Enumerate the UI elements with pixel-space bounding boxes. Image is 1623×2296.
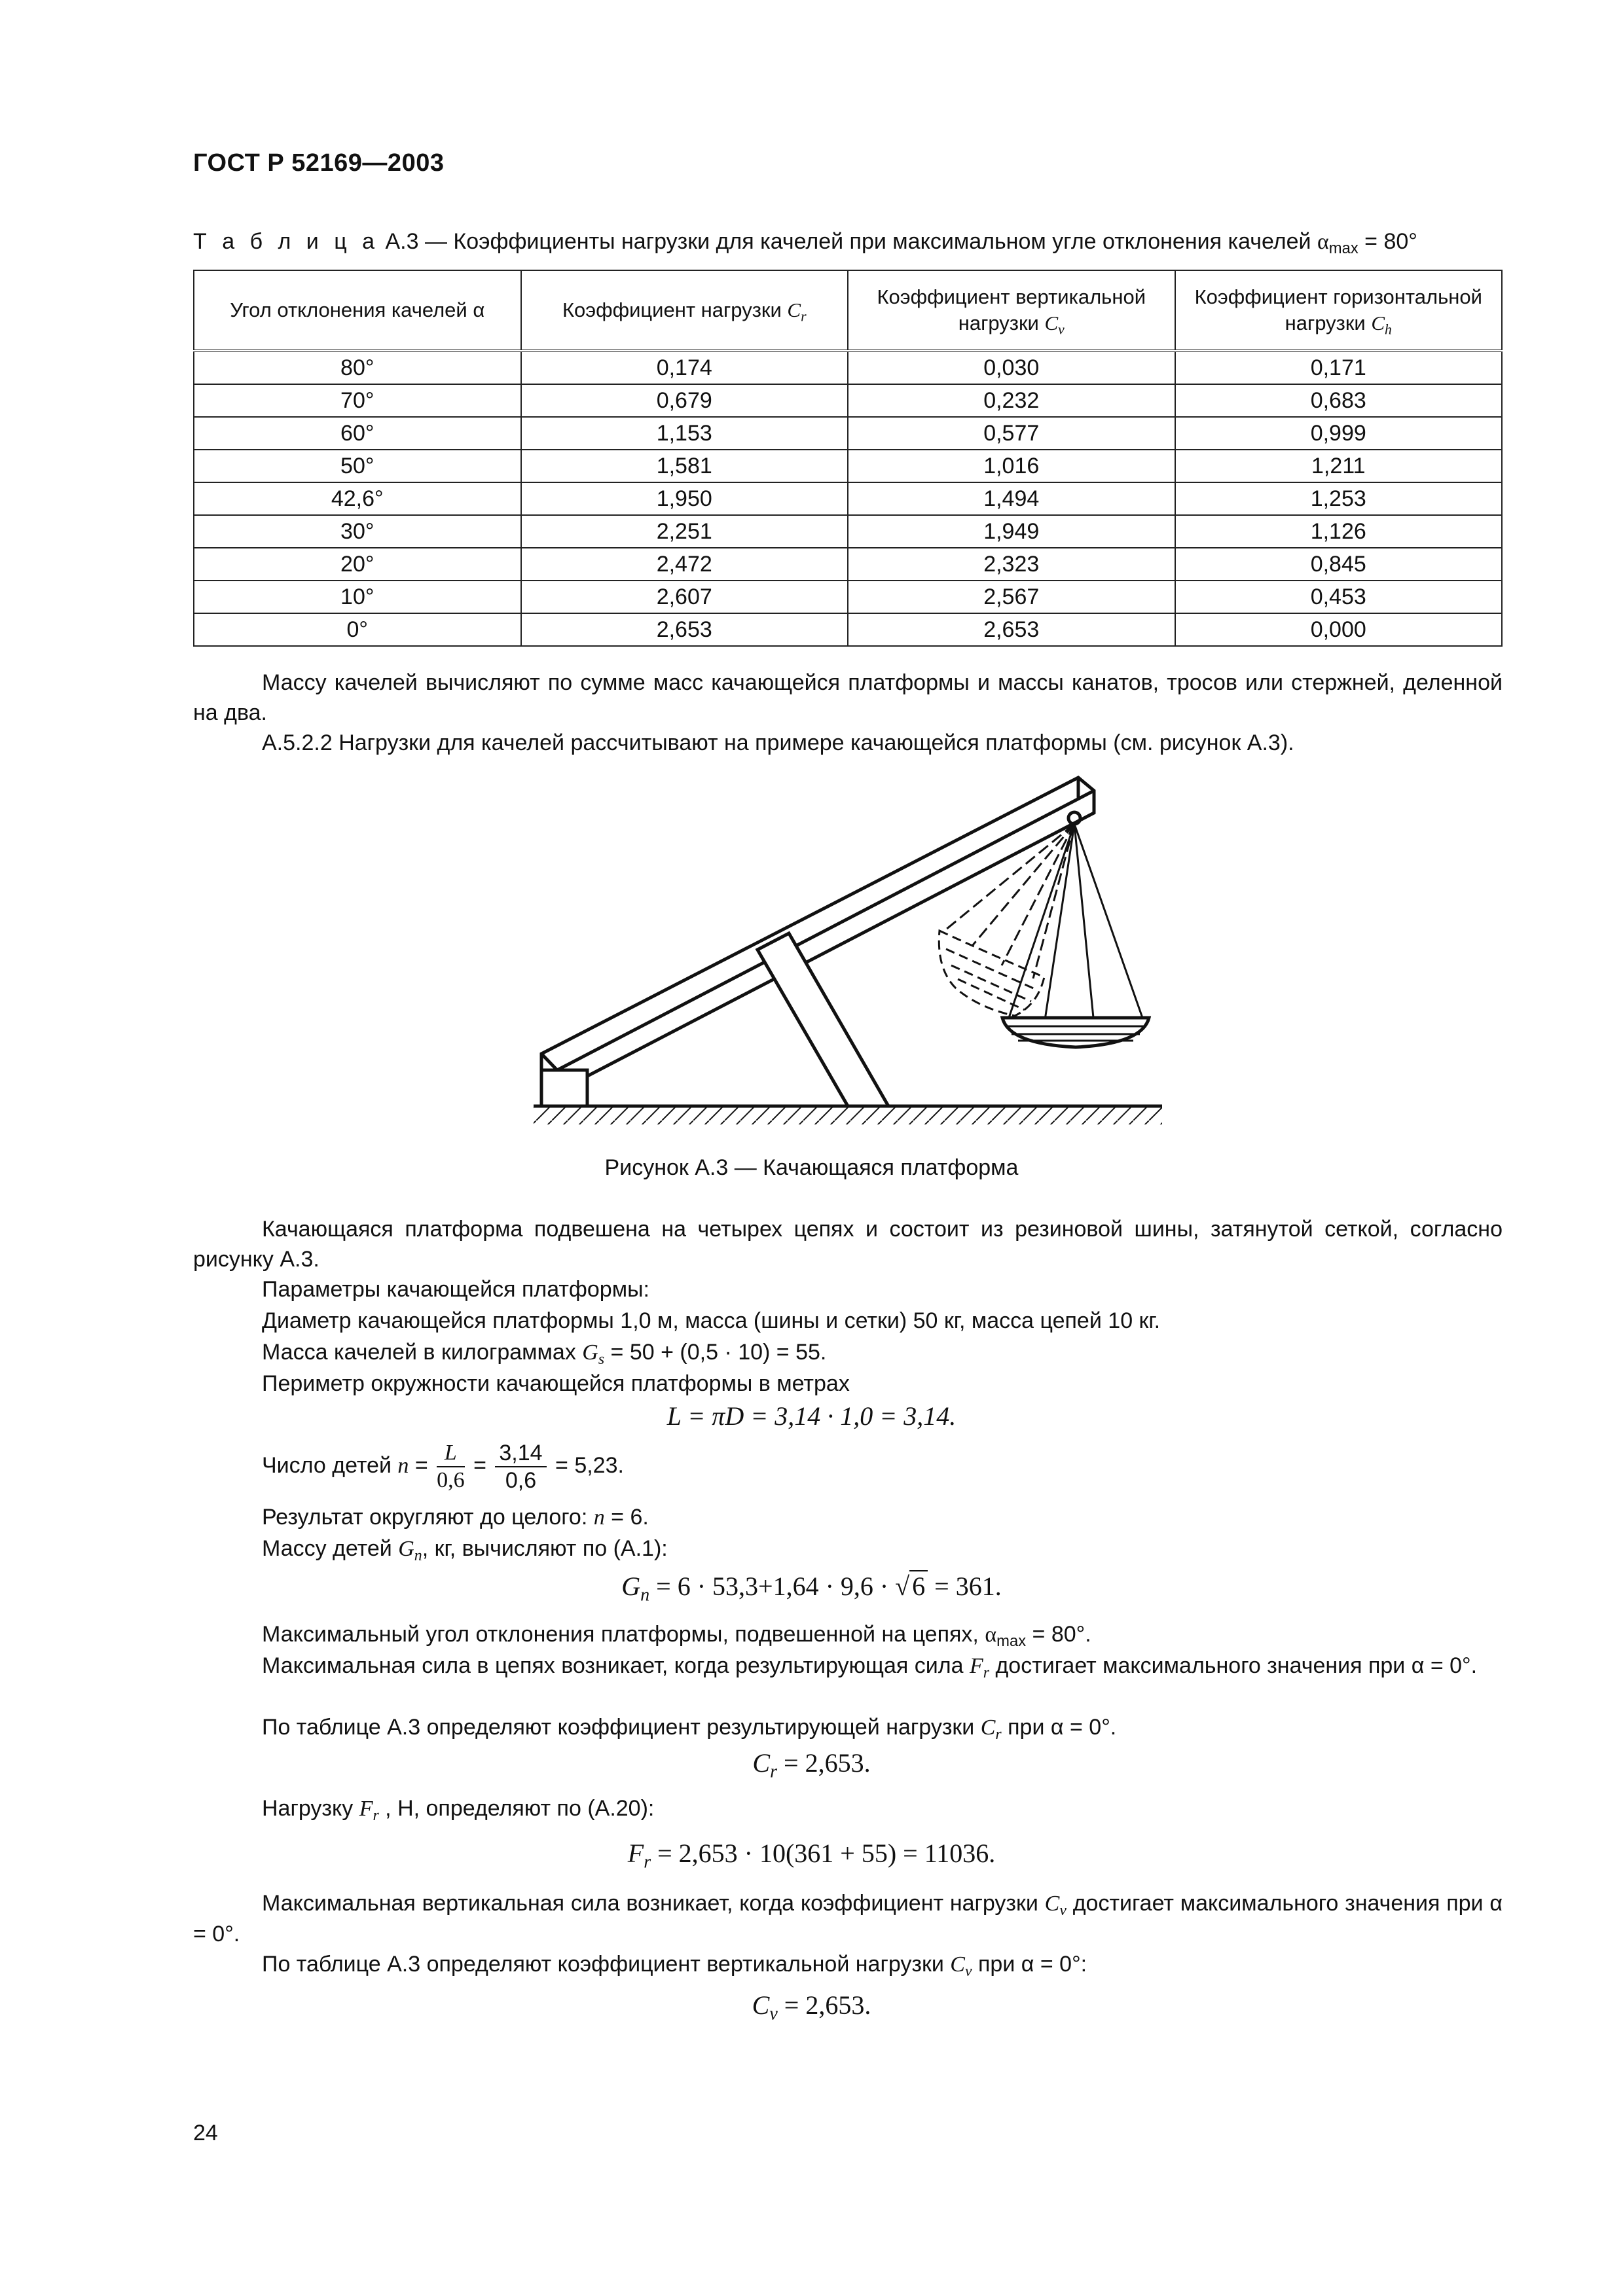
ground-hatching bbox=[534, 1106, 1162, 1124]
max-angle-value: = 80°. bbox=[1026, 1622, 1091, 1647]
alpha-max-subscript: max bbox=[996, 1632, 1027, 1651]
table-body bbox=[194, 351, 1502, 646]
gs-symbol: G bbox=[582, 1340, 598, 1365]
max-chain-force-text: Максимальная сила в цепях возникает, когда результирующая сила bbox=[262, 1653, 970, 1678]
children-result: = 5,23. bbox=[549, 1452, 624, 1478]
paragraph-max-chain-force bbox=[193, 1651, 1503, 1681]
table-cell: 1,949 bbox=[848, 515, 1175, 548]
swinging-platform-figure bbox=[520, 759, 1175, 1126]
table-cell: 0,999 bbox=[1175, 417, 1503, 450]
table-row bbox=[194, 515, 1502, 548]
table-cell: 80° bbox=[194, 351, 521, 384]
platform-hanging bbox=[1002, 1018, 1149, 1047]
table-cell: 0,577 bbox=[848, 417, 1175, 450]
formula-fr bbox=[0, 1838, 1623, 1873]
table-cell: 70° bbox=[194, 384, 521, 417]
formula-children-mass bbox=[0, 1571, 1623, 1605]
cv-subscript: v bbox=[1058, 321, 1065, 338]
table-row bbox=[194, 351, 1502, 384]
children-eq: = bbox=[409, 1452, 435, 1478]
table-cell: 0,232 bbox=[848, 384, 1175, 417]
gn-symbol: G bbox=[398, 1537, 414, 1561]
paragraph-swing-mass-value bbox=[262, 1337, 826, 1368]
table-caption bbox=[193, 229, 1417, 258]
formula-cr-value: = 2,653. bbox=[777, 1748, 871, 1778]
formula-cv-subscript: v bbox=[769, 2003, 778, 2024]
table-cell: 60° bbox=[194, 417, 521, 450]
max-chain-force-end: достигает максимального значения при α = 0°. bbox=[989, 1653, 1478, 1678]
formula-cv-symbol: C bbox=[752, 1990, 770, 2020]
fr-subscript-2: r bbox=[373, 1807, 379, 1825]
fraction-l-numerator: L bbox=[437, 1440, 465, 1467]
load-fr-text: Нагрузку bbox=[262, 1796, 359, 1821]
fraction-numerator: 3,14 bbox=[495, 1440, 546, 1467]
fr-symbol-2: F bbox=[359, 1797, 373, 1821]
children-mass-text: Массу детей bbox=[262, 1536, 399, 1561]
gs-subscript: s bbox=[598, 1351, 605, 1369]
table-cell: 1,950 bbox=[521, 482, 848, 515]
sqrt-sign: √ bbox=[895, 1571, 910, 1601]
paragraph-platform-description: Качающаяся платформа подвешена на четырех цепях и состоит из резиновой шины, затянутой сеткой, согласно рисунку А.3. bbox=[193, 1217, 1503, 1272]
cv-subscript-2: v bbox=[1059, 1902, 1067, 1920]
paragraph-max-vertical-force bbox=[193, 1888, 1503, 1949]
column-header-angle: Угол отклонения качелей α bbox=[194, 270, 521, 351]
formula-cv-value: = 2,653. bbox=[777, 1990, 871, 2020]
ch-symbol: C bbox=[1371, 312, 1385, 334]
fraction-l-denominator: 0,6 bbox=[437, 1468, 465, 1492]
table-cell: 0,174 bbox=[521, 351, 848, 384]
formula-gn-body: = 6 · 53,3+1,64 · 9,6 · bbox=[649, 1571, 896, 1601]
column-header-ch bbox=[1175, 270, 1503, 351]
resultant-coefficient-text: По таблице А.3 определяют коэффициент результирующей нагрузки bbox=[262, 1715, 981, 1740]
table-cell: 1,494 bbox=[848, 482, 1175, 515]
formula-fr-value: = 2,653 · 10(361 + 55) = 11036. bbox=[651, 1839, 996, 1868]
column-header-cv-text: Коэффициент вертикальной нагрузки bbox=[877, 285, 1146, 334]
table-header-row bbox=[194, 270, 1502, 351]
table-row bbox=[194, 417, 1502, 450]
table-cell: 1,016 bbox=[848, 450, 1175, 482]
table-cell: 1,253 bbox=[1175, 482, 1503, 515]
cv-subscript-3: v bbox=[964, 1963, 972, 1981]
table-row bbox=[194, 613, 1502, 646]
table-cell: 0,453 bbox=[1175, 581, 1503, 613]
paragraph-platform-dimensions: Диаметр качающейся платформы 1,0 м, масса (шины и сетки) 50 кг, масса цепей 10 кг. bbox=[262, 1308, 1161, 1333]
ch-subscript: h bbox=[1385, 321, 1392, 338]
table-cell: 10° bbox=[194, 581, 521, 613]
table-row bbox=[194, 482, 1502, 515]
vertical-coefficient-text: По таблице А.3 определяют коэффициент вертикальной нагрузки bbox=[262, 1952, 951, 1977]
table-cell: 20° bbox=[194, 548, 521, 581]
table-cell: 1,126 bbox=[1175, 515, 1503, 548]
fraction-l-over-0-6 bbox=[437, 1440, 465, 1494]
cv-symbol-3: C bbox=[950, 1952, 965, 1977]
swing-mass-formula: = 50 + (0,5 · 10) = 55. bbox=[604, 1340, 827, 1365]
paragraph-a5-2-2: А.5.2.2 Нагрузки для качелей рассчитывают на примере качающейся платформы (см. рисунок А.3). bbox=[262, 730, 1294, 755]
fraction-denominator: 0,6 bbox=[505, 1468, 537, 1493]
table-cell: 50° bbox=[194, 450, 521, 482]
table-cell: 0° bbox=[194, 613, 521, 646]
table-cell: 0,000 bbox=[1175, 613, 1503, 646]
fr-subscript: r bbox=[983, 1664, 990, 1682]
resultant-coefficient-end: при α = 0°. bbox=[1001, 1715, 1117, 1740]
formula-gn-symbol: G bbox=[621, 1571, 641, 1601]
table-row bbox=[194, 581, 1502, 613]
table-caption-end: = 80° bbox=[1358, 229, 1417, 254]
formula-cr-symbol: C bbox=[752, 1748, 771, 1778]
figure-caption: Рисунок А.3 — Качающаяся платформа bbox=[604, 1155, 1019, 1180]
table-cell: 0,683 bbox=[1175, 384, 1503, 417]
swing-mass-text: Масса качелей в килограммах bbox=[262, 1340, 583, 1365]
table-cell: 42,6° bbox=[194, 482, 521, 515]
alpha-symbol-2: α bbox=[985, 1623, 997, 1647]
children-mass-ref: , кг, вычисляют по (А.1): bbox=[422, 1536, 668, 1561]
table-cell: 2,472 bbox=[521, 548, 848, 581]
paragraph-rounding bbox=[262, 1502, 649, 1533]
cr-subscript-2: r bbox=[995, 1726, 1002, 1744]
formula-cr-subscript: r bbox=[770, 1761, 778, 1782]
paragraph-resultant-coefficient bbox=[262, 1712, 1116, 1743]
paragraph-number-of-children bbox=[262, 1440, 624, 1494]
table-cell: 0,171 bbox=[1175, 351, 1503, 384]
paragraph-children-mass bbox=[262, 1534, 668, 1564]
children-eq2: = bbox=[467, 1452, 493, 1478]
cv-symbol: C bbox=[1044, 312, 1059, 334]
fraction-3-14-over-0-6 bbox=[495, 1440, 546, 1494]
table-cell: 2,323 bbox=[848, 548, 1175, 581]
document-header: ГОСТ Р 52169—2003 bbox=[193, 149, 445, 177]
formula-cv bbox=[0, 1990, 1623, 2024]
frame-foot bbox=[541, 1070, 587, 1106]
column-header-cr bbox=[521, 270, 848, 351]
table-caption-text: А.3 — Коэффициенты нагрузки для качелей при максимальном угле отклонения качелей bbox=[379, 229, 1317, 254]
children-text: Число детей bbox=[262, 1452, 398, 1478]
load-fr-ref: , Н, определяют по (А.20): bbox=[378, 1796, 655, 1821]
paragraph-swing-mass: Массу качелей вычисляют по сумме масс качающейся платформы и массы канатов, тросов или стержней, деленной на два. bbox=[193, 670, 1503, 725]
formula-gn-result: = 361. bbox=[928, 1571, 1002, 1601]
n-symbol: n bbox=[397, 1453, 409, 1478]
cr-subscript: r bbox=[801, 308, 807, 325]
paragraph-perimeter: Периметр окружности качающейся платформы в метрах bbox=[262, 1371, 850, 1396]
table-row bbox=[194, 548, 1502, 581]
paragraph-platform-parameters: Параметры качающейся платформы: bbox=[262, 1277, 649, 1302]
page-number: 24 bbox=[193, 2121, 218, 2145]
table-caption-label: Т а б л и ц а bbox=[193, 229, 380, 254]
table-cell: 1,211 bbox=[1175, 450, 1503, 482]
formula-fr-symbol: F bbox=[627, 1839, 644, 1868]
cr-symbol-2: C bbox=[980, 1715, 996, 1740]
n-symbol-2: n bbox=[593, 1505, 605, 1530]
coefficients-table bbox=[193, 270, 1503, 647]
table-cell: 2,653 bbox=[848, 613, 1175, 646]
formula-gn-subscript: n bbox=[640, 1585, 650, 1605]
cr-symbol: C bbox=[787, 298, 801, 321]
formula-perimeter: L = πD = 3,14 · 1,0 = 3,14. bbox=[666, 1401, 957, 1431]
table-cell: 1,581 bbox=[521, 450, 848, 482]
table-cell: 2,607 bbox=[521, 581, 848, 613]
column-header-ch-text: Коэффициент горизонтальной нагрузки bbox=[1194, 285, 1482, 334]
alpha-subscript: max bbox=[1328, 240, 1359, 258]
paragraph-vertical-coefficient bbox=[262, 1949, 1087, 1980]
table-cell: 1,153 bbox=[521, 417, 848, 450]
table-cell: 0,845 bbox=[1175, 548, 1503, 581]
gn-subscript: n bbox=[414, 1547, 422, 1565]
table-cell: 30° bbox=[194, 515, 521, 548]
formula-fr-subscript: r bbox=[644, 1852, 651, 1873]
max-angle-text: Максимальный угол отклонения платформы, подвешенной на цепях, bbox=[262, 1622, 985, 1647]
rounding-text: Результат округляют до целого: bbox=[262, 1505, 594, 1530]
fr-symbol: F bbox=[969, 1654, 983, 1678]
frame-strut bbox=[757, 933, 888, 1106]
sqrt-value: 6 bbox=[909, 1570, 928, 1601]
platform-swung bbox=[939, 931, 1044, 1016]
cv-symbol-2: C bbox=[1044, 1892, 1060, 1916]
paragraph-max-angle bbox=[262, 1619, 1091, 1650]
paragraph-load-fr bbox=[262, 1793, 654, 1824]
table-cell: 0,679 bbox=[521, 384, 848, 417]
column-header-cr-text: Коэффициент нагрузки bbox=[562, 298, 788, 321]
max-vertical-force-text: Максимальная вертикальная сила возникает, когда коэффициент нагрузки bbox=[262, 1891, 1045, 1916]
table-cell: 2,653 bbox=[521, 613, 848, 646]
chains-vertical bbox=[1009, 824, 1142, 1024]
column-header-cv bbox=[848, 270, 1175, 351]
table-cell: 2,251 bbox=[521, 515, 848, 548]
table-row bbox=[194, 450, 1502, 482]
max-vertical-force-end: достигает максимального значения при α = 0°. bbox=[193, 1891, 1503, 1946]
vertical-coefficient-end: при α = 0°: bbox=[972, 1952, 1087, 1977]
alpha-symbol: α bbox=[1317, 230, 1329, 254]
table-cell: 2,567 bbox=[848, 581, 1175, 613]
table-row bbox=[194, 384, 1502, 417]
rounding-value: = 6. bbox=[604, 1505, 649, 1530]
table-cell: 0,030 bbox=[848, 351, 1175, 384]
formula-cr bbox=[0, 1748, 1623, 1782]
